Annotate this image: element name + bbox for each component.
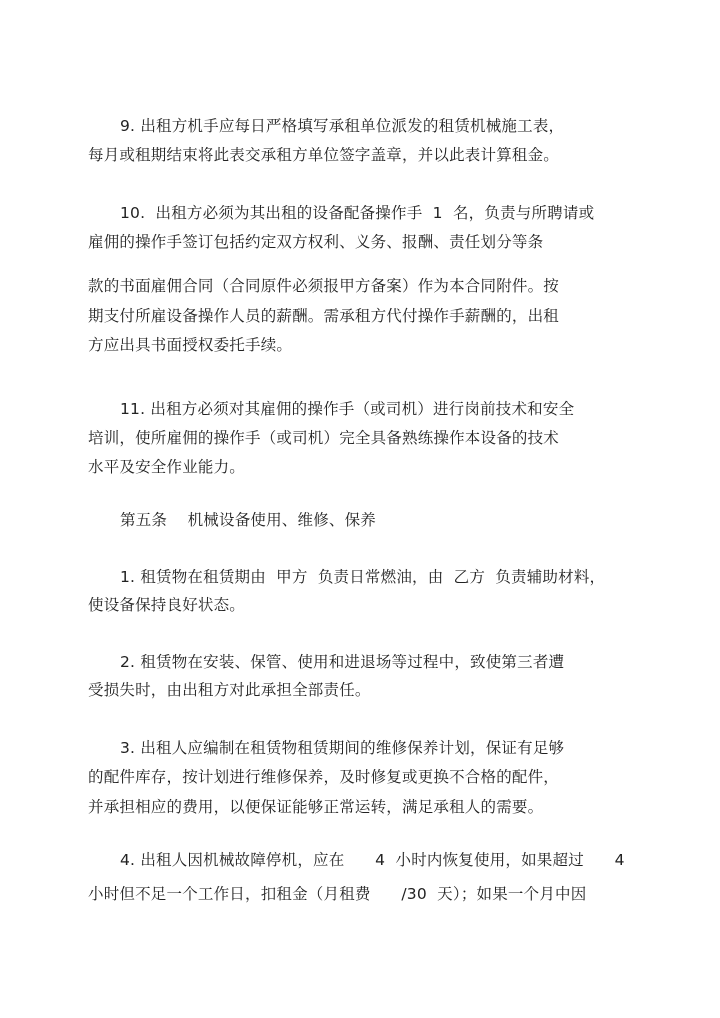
clause-9-line-1: 9. 出租方机手应每日严格填写承租单位派发的租赁机械施工表， [120, 117, 565, 135]
item-4-line-1: 4. 出租人因机械故障停机，应在 4 小时内恢复使用，如果超过 4 [120, 851, 625, 869]
clause-10-line-5: 方应出具书面授权委托手续。 [88, 336, 293, 354]
item-3-line-2: 的配件库存，按计划进行维修保养，及时修复或更换不合格的配件， [88, 768, 560, 786]
clause-10-line-2: 雇佣的操作手签订包括约定双方权利、义务、报酬、责任划分等条 [88, 233, 544, 251]
clause-11-line-1: 11. 出租方必须对其雇佣的操作手（或司机）进行岗前技术和安全 [120, 400, 575, 418]
item-1-line-1: 1. 租赁物在租赁期由 甲方 负责日常燃油，由 乙方 负责辅助材料， [120, 568, 606, 586]
clause-11-line-3: 水平及安全作业能力。 [88, 458, 246, 476]
item-2-line-1: 2. 租赁物在安装、保管、使用和进退场等过程中，致使第三者遭 [120, 653, 565, 671]
item-3-line-3: 并承担相应的费用，以便保证能够正常运转，满足承租人的需要。 [88, 798, 544, 816]
item-4-line-2: 小时但不足一个工作日，扣租金（月租费 /30 天）；如果一个月中因 [88, 885, 587, 903]
clause-10-line-3: 款的书面雇佣合同（合同原件必须报甲方备案）作为本合同附件。按 [88, 277, 560, 295]
clause-10-line-4: 期支付所雇设备操作人员的薪酬。需承租方代付操作手薪酬的，出租 [88, 307, 560, 325]
item-2-line-2: 受损失时，由出租方对此承担全部责任。 [88, 681, 371, 699]
clause-9-line-2: 每月或租期结束将此表交承租方单位签字盖章，并以此表计算租金。 [88, 146, 560, 164]
article-5-heading: 第五条 机械设备使用、维修、保养 [120, 511, 377, 529]
clause-10-line-1: 10. 出租方必须为其出租的设备配备操作手 1 名，负责与所聘请或 [120, 204, 595, 222]
item-3-line-1: 3. 出租人应编制在租赁物租赁期间的维修保养计划，保证有足够 [120, 739, 565, 757]
clause-11-line-2: 培训，使所雇佣的操作手（或司机）完全具备熟练操作本设备的技术 [88, 429, 560, 447]
item-1-line-2: 使设备保持良好状态。 [88, 596, 246, 614]
